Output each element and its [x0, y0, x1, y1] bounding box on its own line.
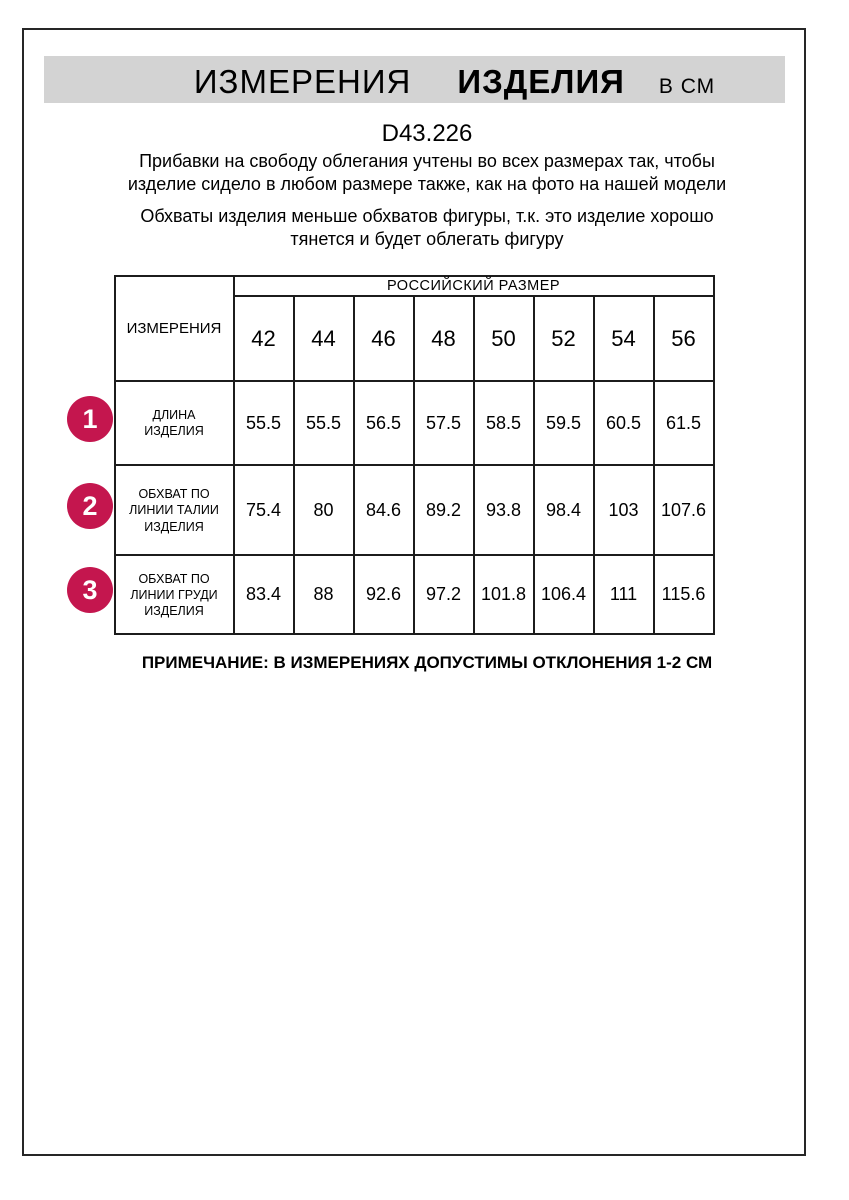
size-value-cell: 92.6: [354, 555, 414, 634]
title-measurements-word: ИЗМЕРЕНИЯ: [193, 63, 412, 100]
measurement-row-chest: [115, 555, 714, 634]
size-value-cell: 59.5: [534, 381, 594, 465]
size-column-header: 42: [234, 296, 294, 381]
table-size-group-header: РОССИЙСКИЙ РАЗМЕР: [234, 276, 714, 296]
size-value-cell: 93.8: [474, 465, 534, 555]
size-value-cell: 55.5: [294, 381, 354, 465]
size-column-header: 48: [414, 296, 474, 381]
size-value-cell: 111: [594, 555, 654, 634]
size-column-header: 50: [474, 296, 534, 381]
intro-paragraph-1: Прибавки на свободу облегания учтены во всех размерах так, чтобы изделие сидело в любом размере также, как на фото на нашей модели: [127, 151, 727, 194]
note-text: ПРИМЕЧАНИЕ: В ИЗМЕРЕНИЯХ ДОПУСТИМЫ ОТКЛОНЕНИЯ 1-2 СМ: [141, 653, 713, 673]
page-border-frame: [22, 28, 806, 1156]
size-value-cell: 55.5: [234, 381, 294, 465]
size-value-cell: 57.5: [414, 381, 474, 465]
size-value-cell: 97.2: [414, 555, 474, 634]
size-value-cell: 106.4: [534, 555, 594, 634]
size-value-cell: 60.5: [594, 381, 654, 465]
size-value-cell: 75.4: [234, 465, 294, 555]
title-bar: [44, 56, 785, 103]
size-column-header: 52: [534, 296, 594, 381]
size-value-cell: 80: [294, 465, 354, 555]
row-label: ДЛИНА ИЗДЕЛИЯ: [115, 381, 234, 465]
size-column-header: 44: [294, 296, 354, 381]
size-value-cell: 103: [594, 465, 654, 555]
marker-badge-1: 1: [67, 396, 113, 442]
table-corner-header: ИЗМЕРЕНИЯ: [115, 276, 234, 381]
size-value-cell: 88: [294, 555, 354, 634]
size-column-header: 56: [654, 296, 714, 381]
intro-paragraph-2: Обхваты изделия меньше обхватов фигуры, т.к. это изделие хорошо тянется и будет облегать фигуру: [140, 205, 714, 249]
title-unit-label: В СМ: [658, 75, 716, 98]
size-table-zone: [24, 275, 804, 635]
marker-badge-2: 2: [67, 483, 113, 529]
size-value-cell: 98.4: [534, 465, 594, 555]
size-value-cell: 101.8: [474, 555, 534, 634]
measurement-row-length: [115, 381, 714, 465]
size-value-cell: 107.6: [654, 465, 714, 555]
row-label: ОБХВАТ ПО ЛИНИИ ГРУДИ ИЗДЕЛИЯ: [115, 555, 234, 634]
size-value-cell: 84.6: [354, 465, 414, 555]
size-value-cell: 56.5: [354, 381, 414, 465]
size-value-cell: 58.5: [474, 381, 534, 465]
size-table: [114, 275, 715, 635]
size-column-header: 54: [594, 296, 654, 381]
marker-badge-3: 3: [67, 567, 113, 613]
article-code: D43.226: [381, 120, 473, 147]
size-value-cell: 61.5: [654, 381, 714, 465]
size-value-cell: 115.6: [654, 555, 714, 634]
measurement-row-waist: [115, 465, 714, 555]
size-value-cell: 83.4: [234, 555, 294, 634]
row-label: ОБХВАТ ПО ЛИНИИ ТАЛИИ ИЗДЕЛИЯ: [115, 465, 234, 555]
size-column-header: 46: [354, 296, 414, 381]
size-value-cell: 89.2: [414, 465, 474, 555]
title-product-word: ИЗДЕЛИЯ: [457, 63, 625, 100]
